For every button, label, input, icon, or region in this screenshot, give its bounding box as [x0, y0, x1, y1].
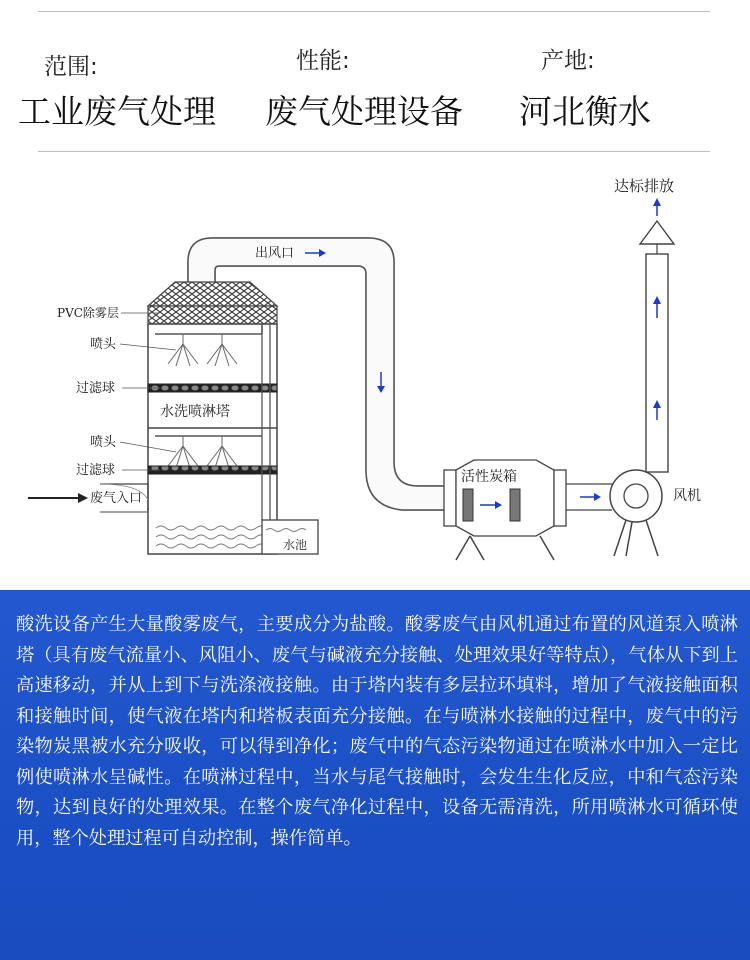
description-text: 酸洗设备产生大量酸雾废气，主要成分为盐酸。酸雾废气由风机通过布置的风道泵入喷淋塔（具有废气流量小、风阻小、废气与碱液充分接触、处理效果好等特点），气体从下到上高速移动，并从上到下与洗涤液接触。由于塔内装有多层拉环填料，增加了气液接触面积和接触时间，使气液在塔内和塔板表面充分接触。在与喷淋水接触的过程中，废气中的污染物炭黑被水充分吸收，可以得到净化；废气中的气态污染物通过在喷淋水中加入一定比例使喷淋水呈碱性。在喷淋过程中，当水与尾气接触时，会发生生化反应，中和气态污染物，达到良好的处理效果。在整个废气净化过程中，设备无需清洗，所用喷淋水可循环使用，整个处理过程可自动控制，操作简单。 — [16, 614, 738, 849]
tower-label: 水洗喷淋塔 — [160, 404, 230, 420]
water-pool — [262, 520, 318, 554]
performance-label: 性能: — [296, 48, 350, 74]
inlet-label: 废气入口 — [90, 491, 143, 506]
process-diagram — [0, 155, 750, 585]
carbon-box — [444, 460, 566, 560]
pool-label: 水池 — [283, 538, 308, 552]
scope-value: 工业废气处理 — [18, 92, 216, 131]
fan-label: 风机 — [673, 488, 701, 504]
chimney — [614, 177, 674, 472]
filter-label-lower: 过滤球 — [76, 463, 116, 478]
fan — [610, 470, 701, 556]
outlet-label: 出风口 — [255, 246, 295, 261]
top-rule — [38, 11, 710, 12]
nozzle-label-lower: 喷头 — [90, 435, 117, 450]
origin-label: 产地: — [541, 48, 595, 74]
nozzle-label-upper: 喷头 — [90, 337, 117, 352]
header-divider — [38, 151, 710, 152]
origin-value: 河北衡水 — [519, 92, 651, 131]
fan-duct-arrow — [580, 493, 601, 501]
performance-value: 废气处理设备 — [265, 92, 463, 131]
scope-label: 范围: — [44, 54, 98, 80]
spray-tower — [100, 282, 277, 554]
emission-label: 达标排放 — [614, 177, 675, 195]
inlet — [28, 491, 142, 506]
carbon-box-label: 活性炭箱 — [461, 469, 517, 485]
description-panel — [0, 590, 750, 960]
filter-label-upper: 过滤球 — [76, 381, 116, 396]
pvc-label: PVC除雾层 — [57, 306, 119, 320]
